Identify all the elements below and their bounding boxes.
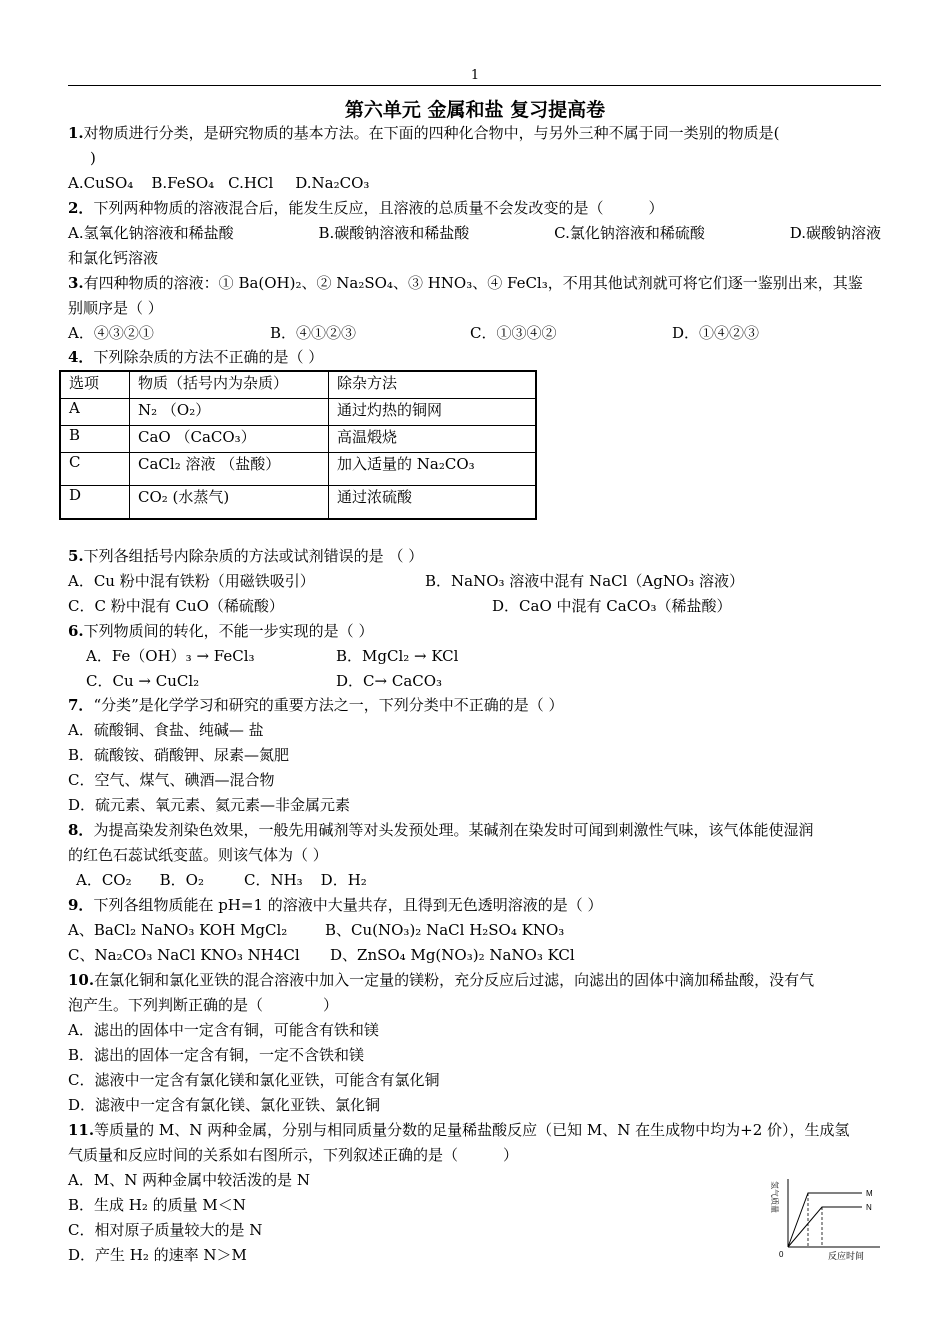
question-5-option-d: D．CaO 中混有 CaCO₃（稀盐酸） [492,597,732,615]
question-2: 2．下列两种物质的溶液混合后，能发生反应，且溶液的总质量不会发改变的是（ ） [68,199,664,217]
option-c: C.HCl [228,174,274,192]
question-10-option-a: A．滤出的固体中一定含有铜，可能含有铁和镁 [68,1021,379,1039]
question-11-cont: 气质量和反应时间的关系如右图所示，下列叙述正确的是（ ） [68,1146,519,1164]
question-3-cont: 别顺序是（ ） [68,299,163,317]
y-axis-label: 氢气质量 [770,1181,779,1213]
question-7-option-a: A．硫酸铜、食盐、纯碱— 盐 [68,721,264,739]
label-m: M [866,1189,873,1198]
curve-n [788,1207,862,1247]
question-6: 6.下列物质间的转化，不能一步实现的是（ ） [68,622,374,640]
table-cell: CaCl₂ 溶液 （盐酸） [130,453,329,486]
question-1-options [68,172,369,194]
option-d: D．H₂ [320,871,367,889]
question-11-option-a: A．M、N 两种金属中较活泼的是 N [68,1171,310,1189]
question-8-options [76,869,367,891]
question-5-option-c: C．C 粉中混有 CuO（稀硫酸） [68,597,284,615]
question-6-option-c: C．Cu → CuCl₂ [86,672,200,690]
table-header: 物质（括号内为杂质） [130,371,329,399]
reaction-graph [770,1175,890,1265]
question-4: 4．下列除杂质的方法不正确的是（ ） [68,348,324,366]
option-c: C.氯化钠溶液和稀硫酸 [554,224,705,242]
x-axis-label: 反应时间 [828,1252,865,1262]
question-10-option-d: D．滤液中一定含有氯化镁、氯化亚铁、氯化铜 [68,1096,381,1114]
option-a: A.CuSO₄ [68,174,134,192]
table-cell: CO₂ (水蒸气) [130,486,329,520]
table-cell: D [60,486,130,520]
origin-label: 0 [779,1250,784,1259]
question-2-cont: 和氯化钙溶液 [68,249,159,267]
question-9-option-b: B、Cu(NO₃)₂ NaCl H₂SO₄ KNO₃ [325,921,565,939]
table-cell: C [60,453,130,486]
table-cell: 通过浓硫酸 [329,486,537,520]
question-7-option-d: D．硫元素、氧元素、氦元素—非金属元素 [68,796,351,814]
question-1-cont: ) [90,149,96,167]
label-n: N [866,1203,872,1212]
question-10-option-c: C．滤液中一定含有氯化镁和氯化亚铁，可能含有氯化铜 [68,1071,440,1089]
question-6-option-b: B．MgCl₂ → KCl [336,647,459,665]
question-5-option-b: B．NaNO₃ 溶液中混有 NaCl（AgNO₃ 溶液） [425,572,745,590]
table-cell: N₂ （O₂） [130,399,329,426]
question-11-option-c: C．相对原子质量较大的是 N [68,1221,263,1239]
option-a: A．CO₂ [76,871,132,889]
option-d: D.碳酸钠溶液 [789,224,881,242]
table-row [60,399,536,426]
option-c: C．NH₃ [243,871,303,889]
curve-m [788,1193,862,1247]
question-9: 9．下列各组物质能在 pH=1 的溶液中大量共存，且得到无色透明溶液的是（ ） [68,896,603,914]
question-11-option-d: D．产生 H₂ 的速率 N＞M [68,1246,247,1264]
question-7-option-c: C．空气、煤气、碘酒—混合物 [68,771,275,789]
table-cell: 高温煅烧 [329,426,537,453]
option-b: B．O₂ [159,871,204,889]
question-7-option-b: B．硫酸铵、硝酸钾、尿素—氮肥 [68,746,290,764]
question-8-cont: 的红色石蕊试纸变蓝。则该气体为（ ） [68,846,328,864]
page-title: 第六单元 金属和盐 复习提高卷 [344,99,606,121]
table-cell: CaO （CaCO₃） [130,426,329,453]
option-b: B.碳酸钠溶液和稀盐酸 [318,224,470,242]
option-b: B.FeSO₄ [151,174,215,192]
table-row [60,486,536,520]
table-cell: B [60,426,130,453]
table-cell: 通过灼热的铜网 [329,399,537,426]
table-row [60,426,536,453]
question-3-option-d: D．①④②③ [672,324,760,342]
question-1: 1.对物质进行分类，是研究物质的基本方法。在下面的四种化合物中，与另外三种不属于同一类别的物质是( [68,124,780,142]
question-6-option-a: A．Fe（OH）₃ → FeCl₃ [86,647,255,665]
option-a: A.氢氧化钠溶液和稀盐酸 [68,224,234,242]
question-3-option-a: A．④③②① [68,324,154,342]
question-3-option-c: C．①③④② [470,324,557,342]
question-9-option-d: D、ZnSO₄ Mg(NO₃)₂ NaNO₃ KCl [330,946,575,964]
question-3: 3.有四种物质的溶液：① Ba(OH)₂、② Na₂SO₄、③ HNO₃、④ FeCl₃，不用其他试剂就可将它们逐一鉴别出来，其鉴 [68,274,863,292]
header-rule [68,85,881,86]
question-6-option-d: D．C→ CaCO₃ [336,672,443,690]
question-11-option-b: B．生成 H₂ 的质量 M＜N [68,1196,246,1214]
question-11: 11.等质量的 M、N 两种金属，分别与相同质量分数的足量稀盐酸反应（已知 M、N 在生成物中均为+2 价），生成氢 [68,1121,850,1139]
table-row [60,453,536,486]
table-header: 选项 [60,371,130,399]
question-2-options [68,222,881,244]
question-7: 7．“分类”是化学学习和研究的重要方法之一，下列分类中不正确的是（ ） [68,696,564,714]
question-9-option-a: A、BaCl₂ NaNO₃ KOH MgCl₂ [68,921,288,939]
question-9-option-c: C、Na₂CO₃ NaCl KNO₃ NH4Cl [68,946,300,964]
question-8: 8．为提高染发剂染色效果，一般先用碱剂等对头发预处理。某碱剂在染发时可闻到刺激性气味，该气体能使湿润 [68,821,814,839]
table-header-row [60,371,536,399]
table-cell: A [60,399,130,426]
table-cell: 加入适量的 Na₂CO₃ [329,453,537,486]
question-3-option-b: B．④①②③ [270,324,357,342]
question-5: 5.下列各组括号内除杂质的方法或试剂错误的是 （ ） [68,547,424,565]
page-number: 1 [470,68,480,83]
question-10: 10.在氯化铜和氯化亚铁的混合溶液中加入一定量的镁粉，充分反应后过滤，向滤出的固体中滴加稀盐酸，没有气 [68,971,815,989]
question-10-option-b: B．滤出的固体一定含有铜，一定不含铁和镁 [68,1046,365,1064]
option-d: D.Na₂CO₃ [295,174,370,192]
table-header: 除杂方法 [329,371,537,399]
question-5-option-a: A．Cu 粉中混有铁粉（用磁铁吸引） [68,572,315,590]
question-10-cont: 泡产生。下列判断正确的是（ ） [68,996,339,1014]
impurity-table [59,370,537,520]
